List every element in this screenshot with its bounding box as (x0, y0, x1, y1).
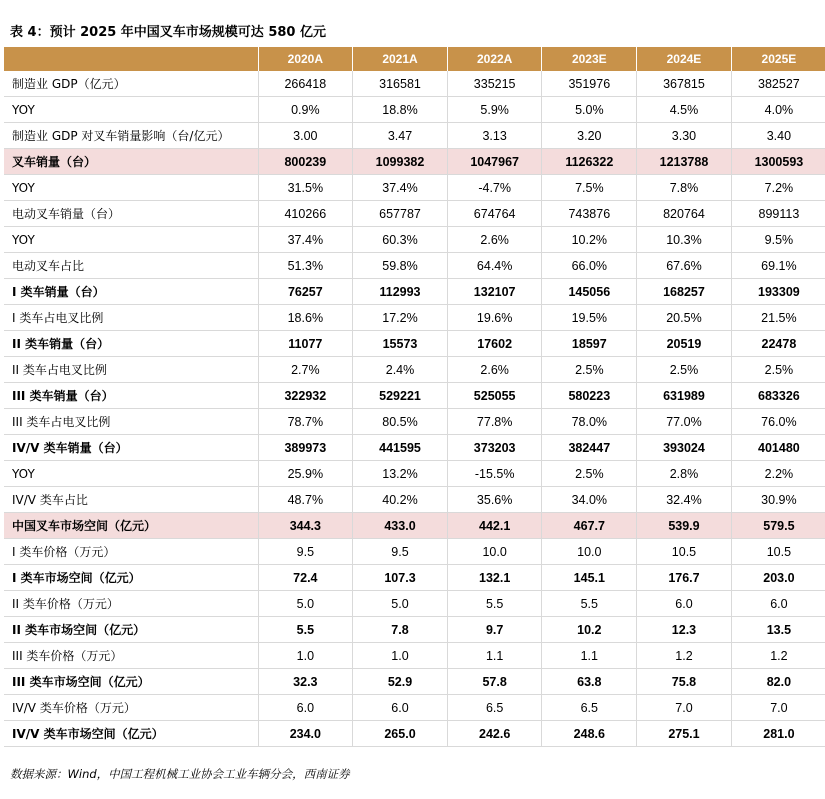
value-cell: 5.0 (258, 591, 353, 617)
value-cell: 19.6% (447, 305, 542, 331)
header-cell: 2025E (731, 47, 825, 71)
table-row (4, 721, 825, 747)
header-cell: 2022A (447, 47, 542, 71)
value-cell: 1047967 (447, 149, 542, 175)
value-cell: 242.6 (447, 721, 542, 747)
value-cell: 5.9% (447, 97, 542, 123)
row-label: YOY (4, 97, 258, 123)
row-label: 制造业 GDP（亿元） (4, 71, 258, 97)
value-cell: 3.30 (637, 123, 732, 149)
value-cell: 7.5% (542, 175, 637, 201)
value-cell: 10.2% (542, 227, 637, 253)
value-cell: 316581 (353, 71, 448, 97)
value-cell: 1.0 (353, 643, 448, 669)
value-cell: 18597 (542, 331, 637, 357)
table-row (4, 435, 825, 461)
value-cell: 539.9 (637, 513, 732, 539)
value-cell: 393024 (637, 435, 732, 461)
value-cell: 76257 (258, 279, 353, 305)
value-cell: 351976 (542, 71, 637, 97)
value-cell: 382447 (542, 435, 637, 461)
value-cell: 2.6% (447, 357, 542, 383)
value-cell: 21.5% (731, 305, 825, 331)
value-cell: 3.40 (731, 123, 825, 149)
header-blank-cell (4, 47, 258, 71)
value-cell: 9.5% (731, 227, 825, 253)
value-cell: 3.00 (258, 123, 353, 149)
value-cell: 2.4% (353, 357, 448, 383)
value-cell: 37.4% (258, 227, 353, 253)
value-cell: 281.0 (731, 721, 825, 747)
value-cell: 20.5% (637, 305, 732, 331)
row-label: 电动叉车占比 (4, 253, 258, 279)
row-label: III 类车价格（万元） (4, 643, 258, 669)
table-row (4, 617, 825, 643)
value-cell: 580223 (542, 383, 637, 409)
table-row (4, 383, 825, 409)
value-cell: 529221 (353, 383, 448, 409)
row-label: YOY (4, 461, 258, 487)
value-cell: 10.0 (542, 539, 637, 565)
value-cell: 176.7 (637, 565, 732, 591)
value-cell: 48.7% (258, 487, 353, 513)
value-cell: 9.5 (258, 539, 353, 565)
row-label: II 类车价格（万元） (4, 591, 258, 617)
value-cell: 10.5 (731, 539, 825, 565)
value-cell: 335215 (447, 71, 542, 97)
value-cell: 9.7 (447, 617, 542, 643)
row-label: YOY (4, 175, 258, 201)
value-cell: 0.9% (258, 97, 353, 123)
value-cell: 800239 (258, 149, 353, 175)
value-cell: 80.5% (353, 409, 448, 435)
row-label: I 类车价格（万元） (4, 539, 258, 565)
value-cell: 2.5% (731, 357, 825, 383)
value-cell: 657787 (353, 201, 448, 227)
value-cell: 37.4% (353, 175, 448, 201)
value-cell: 32.3 (258, 669, 353, 695)
value-cell: 12.3 (637, 617, 732, 643)
value-cell: 1.2 (731, 643, 825, 669)
row-label: 叉车销量（台） (4, 149, 258, 175)
value-cell: 674764 (447, 201, 542, 227)
value-cell: 683326 (731, 383, 825, 409)
table-row (4, 357, 825, 383)
value-cell: 4.0% (731, 97, 825, 123)
value-cell: 275.1 (637, 721, 732, 747)
value-cell: 32.4% (637, 487, 732, 513)
value-cell: 7.0 (731, 695, 825, 721)
table-row (4, 513, 825, 539)
value-cell: 78.0% (542, 409, 637, 435)
value-cell: 7.8 (353, 617, 448, 643)
value-cell: 66.0% (542, 253, 637, 279)
value-cell: 234.0 (258, 721, 353, 747)
value-cell: 145.1 (542, 565, 637, 591)
value-cell: 441595 (353, 435, 448, 461)
value-cell: 7.2% (731, 175, 825, 201)
table-row (4, 409, 825, 435)
value-cell: 13.2% (353, 461, 448, 487)
table-row (4, 591, 825, 617)
source-note: 数据来源：Wind，中国工程机械工业协会工业车辆分会，西南证券 (10, 767, 350, 781)
forklift-market-table (4, 47, 825, 747)
value-cell: 1.1 (447, 643, 542, 669)
value-cell: 76.0% (731, 409, 825, 435)
value-cell: 18.6% (258, 305, 353, 331)
row-label: I 类车销量（台） (4, 279, 258, 305)
value-cell: 5.0 (353, 591, 448, 617)
row-label: 制造业 GDP 对叉车销量影响（台/亿元） (4, 123, 258, 149)
value-cell: 7.8% (637, 175, 732, 201)
table-row (4, 565, 825, 591)
value-cell: 34.0% (542, 487, 637, 513)
value-cell: 265.0 (353, 721, 448, 747)
value-cell: 401480 (731, 435, 825, 461)
value-cell: 64.4% (447, 253, 542, 279)
row-label: 电动叉车销量（台） (4, 201, 258, 227)
value-cell: 2.8% (637, 461, 732, 487)
value-cell: 5.5 (447, 591, 542, 617)
value-cell: 168257 (637, 279, 732, 305)
table-row (4, 539, 825, 565)
value-cell: 5.5 (258, 617, 353, 643)
table-row (4, 669, 825, 695)
value-cell: 367815 (637, 71, 732, 97)
table-row (4, 175, 825, 201)
value-cell: 17602 (447, 331, 542, 357)
value-cell: 57.8 (447, 669, 542, 695)
table-row (4, 305, 825, 331)
value-cell: 10.5 (637, 539, 732, 565)
value-cell: -15.5% (447, 461, 542, 487)
value-cell: 525055 (447, 383, 542, 409)
table-row (4, 279, 825, 305)
value-cell: 1300593 (731, 149, 825, 175)
header-cell: 2023E (542, 47, 637, 71)
row-label: III 类车占电叉比例 (4, 409, 258, 435)
value-cell: 10.0 (447, 539, 542, 565)
row-label: I 类车市场空间（亿元） (4, 565, 258, 591)
value-cell: 30.9% (731, 487, 825, 513)
value-cell: 60.3% (353, 227, 448, 253)
value-cell: 248.6 (542, 721, 637, 747)
table-row (4, 331, 825, 357)
value-cell: 13.5 (731, 617, 825, 643)
value-cell: 132107 (447, 279, 542, 305)
value-cell: 6.0 (258, 695, 353, 721)
value-cell: 579.5 (731, 513, 825, 539)
table-row (4, 201, 825, 227)
value-cell: 344.3 (258, 513, 353, 539)
value-cell: 3.47 (353, 123, 448, 149)
value-cell: 322932 (258, 383, 353, 409)
value-cell: 743876 (542, 201, 637, 227)
table-row (4, 123, 825, 149)
value-cell: 132.1 (447, 565, 542, 591)
value-cell: 72.4 (258, 565, 353, 591)
value-cell: 75.8 (637, 669, 732, 695)
header-cell: 2020A (258, 47, 353, 71)
row-label: IV/V 类车价格（万元） (4, 695, 258, 721)
table-row (4, 149, 825, 175)
value-cell: 820764 (637, 201, 732, 227)
value-cell: 7.0 (637, 695, 732, 721)
table-row (4, 253, 825, 279)
value-cell: 4.5% (637, 97, 732, 123)
value-cell: 1.2 (637, 643, 732, 669)
row-label: IV/V 类车占比 (4, 487, 258, 513)
value-cell: 6.5 (542, 695, 637, 721)
value-cell: 1.1 (542, 643, 637, 669)
value-cell: 77.0% (637, 409, 732, 435)
value-cell: 3.20 (542, 123, 637, 149)
table-body (4, 71, 825, 747)
value-cell: 20519 (637, 331, 732, 357)
value-cell: 5.5 (542, 591, 637, 617)
value-cell: 2.7% (258, 357, 353, 383)
value-cell: 1.0 (258, 643, 353, 669)
value-cell: 6.0 (637, 591, 732, 617)
value-cell: 82.0 (731, 669, 825, 695)
value-cell: 5.0% (542, 97, 637, 123)
value-cell: 433.0 (353, 513, 448, 539)
value-cell: 6.5 (447, 695, 542, 721)
value-cell: 899113 (731, 201, 825, 227)
value-cell: 69.1% (731, 253, 825, 279)
value-cell: 63.8 (542, 669, 637, 695)
value-cell: 15573 (353, 331, 448, 357)
table-title: 表 4：预计 2025 年中国叉车市场规模可达 580 亿元 (10, 25, 326, 40)
table-row (4, 71, 825, 97)
value-cell: 107.3 (353, 565, 448, 591)
value-cell: 2.5% (637, 357, 732, 383)
header-row (4, 47, 825, 71)
value-cell: 203.0 (731, 565, 825, 591)
value-cell: 467.7 (542, 513, 637, 539)
row-label: II 类车占电叉比例 (4, 357, 258, 383)
value-cell: 193309 (731, 279, 825, 305)
row-label: 中国叉车市场空间（亿元） (4, 513, 258, 539)
value-cell: 67.6% (637, 253, 732, 279)
value-cell: 442.1 (447, 513, 542, 539)
value-cell: 51.3% (258, 253, 353, 279)
table-row (4, 643, 825, 669)
value-cell: 9.5 (353, 539, 448, 565)
row-label: IV/V 类车市场空间（亿元） (4, 721, 258, 747)
value-cell: 11077 (258, 331, 353, 357)
table-row (4, 227, 825, 253)
value-cell: 52.9 (353, 669, 448, 695)
value-cell: 2.2% (731, 461, 825, 487)
value-cell: 17.2% (353, 305, 448, 331)
value-cell: 2.6% (447, 227, 542, 253)
value-cell: 631989 (637, 383, 732, 409)
value-cell: 35.6% (447, 487, 542, 513)
value-cell: 1213788 (637, 149, 732, 175)
value-cell: 6.0 (731, 591, 825, 617)
value-cell: 410266 (258, 201, 353, 227)
value-cell: 3.13 (447, 123, 542, 149)
row-label: IV/V 类车销量（台） (4, 435, 258, 461)
value-cell: 59.8% (353, 253, 448, 279)
value-cell: 18.8% (353, 97, 448, 123)
value-cell: 22478 (731, 331, 825, 357)
value-cell: 77.8% (447, 409, 542, 435)
row-label: III 类车销量（台） (4, 383, 258, 409)
header-cell: 2024E (637, 47, 732, 71)
table-row (4, 97, 825, 123)
value-cell: 2.5% (542, 357, 637, 383)
value-cell: 19.5% (542, 305, 637, 331)
value-cell: 1126322 (542, 149, 637, 175)
value-cell: 373203 (447, 435, 542, 461)
row-label: III 类车市场空间（亿元） (4, 669, 258, 695)
row-label: II 类车销量（台） (4, 331, 258, 357)
value-cell: 6.0 (353, 695, 448, 721)
value-cell: 2.5% (542, 461, 637, 487)
row-label: I 类车占电叉比例 (4, 305, 258, 331)
value-cell: 389973 (258, 435, 353, 461)
value-cell: 10.3% (637, 227, 732, 253)
value-cell: 382527 (731, 71, 825, 97)
table-row (4, 695, 825, 721)
header-cell: 2021A (353, 47, 448, 71)
value-cell: 112993 (353, 279, 448, 305)
value-cell: 266418 (258, 71, 353, 97)
table-row (4, 461, 825, 487)
value-cell: 1099382 (353, 149, 448, 175)
value-cell: 10.2 (542, 617, 637, 643)
table-row (4, 487, 825, 513)
row-label: II 类车市场空间（亿元） (4, 617, 258, 643)
value-cell: 78.7% (258, 409, 353, 435)
value-cell: 145056 (542, 279, 637, 305)
value-cell: 25.9% (258, 461, 353, 487)
value-cell: 40.2% (353, 487, 448, 513)
value-cell: 31.5% (258, 175, 353, 201)
row-label: YOY (4, 227, 258, 253)
value-cell: -4.7% (447, 175, 542, 201)
